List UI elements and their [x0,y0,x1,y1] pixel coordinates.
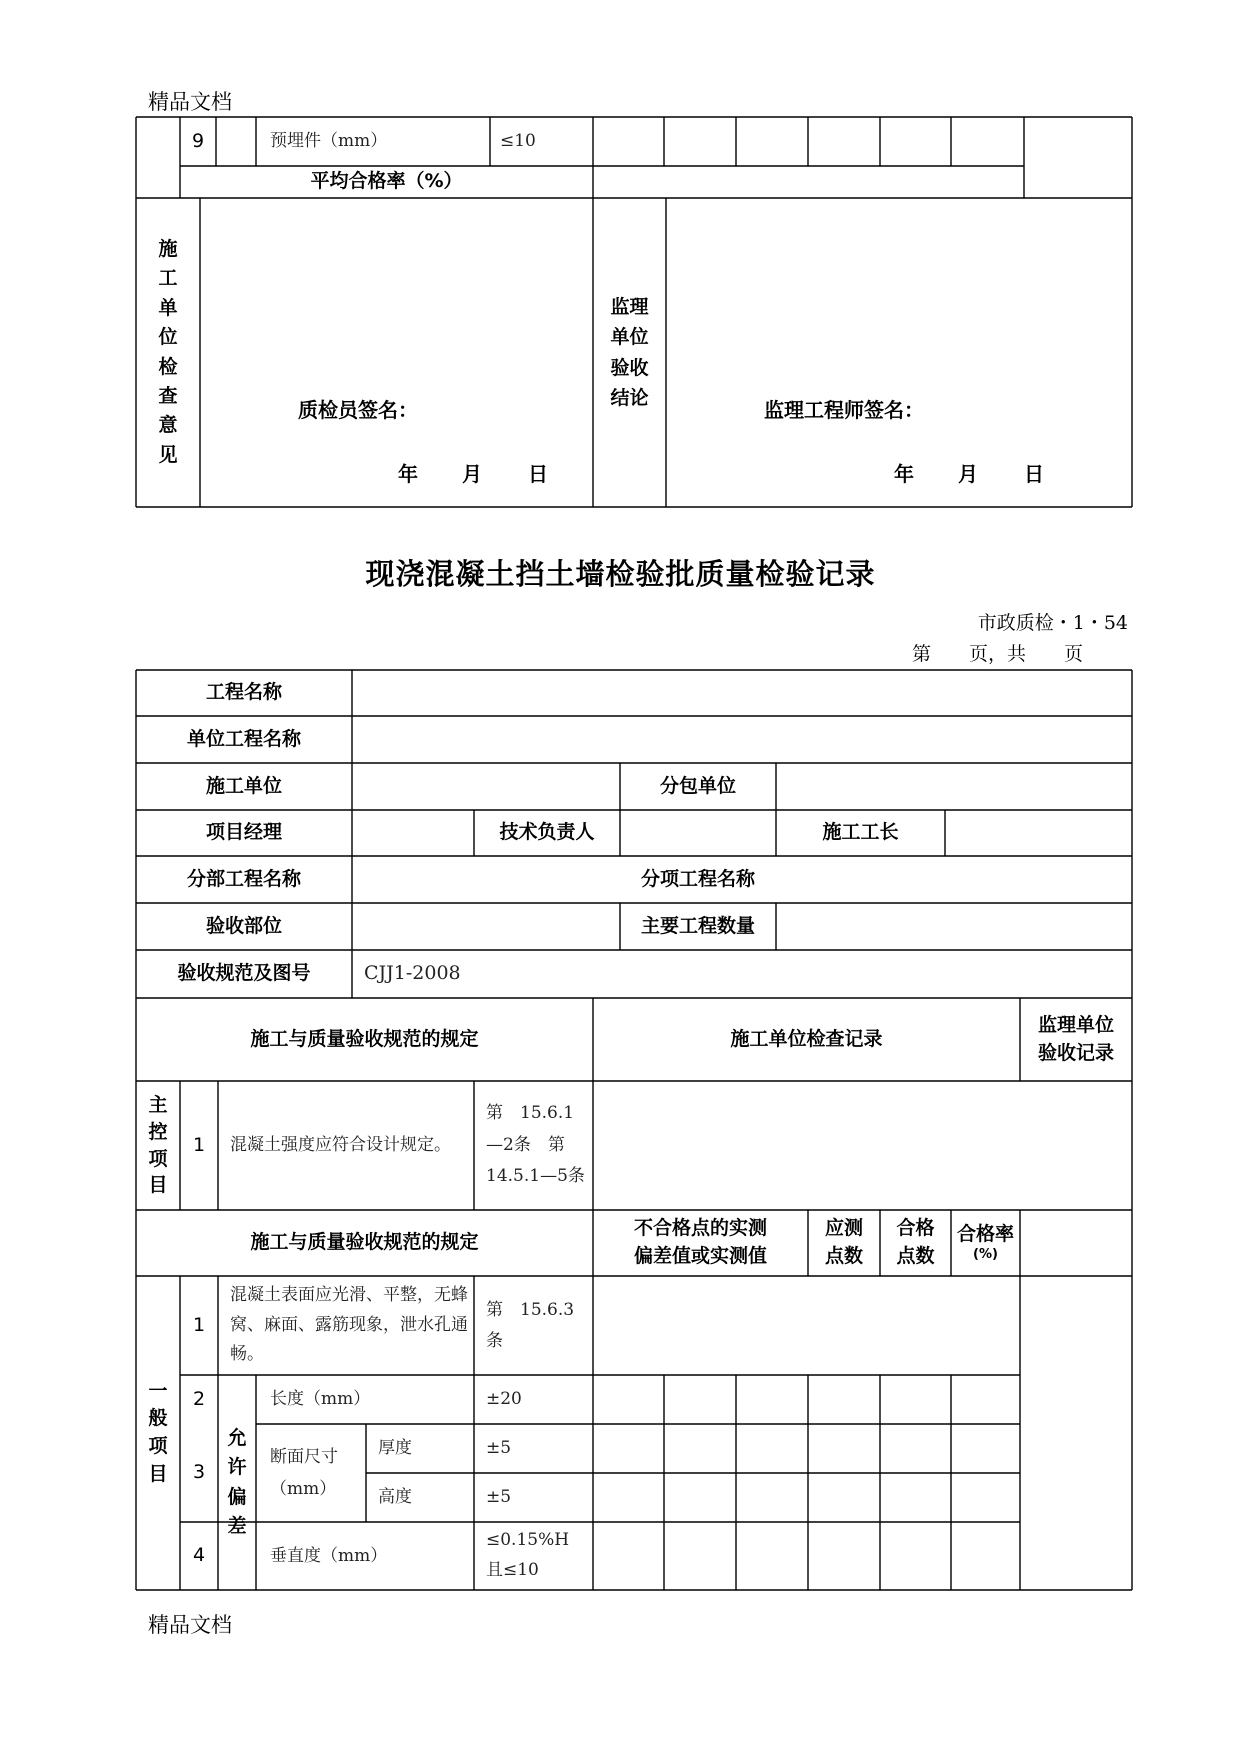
form-code: 市政质检・1・54 [977,612,1128,634]
supervisor-conclusion-label: 监理单位验收结论 [610,295,649,409]
main-control-number: 1 [192,1133,206,1156]
general-row3-standard1: ±5 [486,1438,512,1459]
general-row1-number: 1 [192,1313,206,1336]
general-row2-number: 2 [192,1387,206,1410]
general-row3-sub2: 高度 [378,1487,412,1508]
project-manager-label: 项目经理 [205,821,282,844]
check-record-header: 施工单位检查记录 [730,1027,883,1050]
engineer-signature-label: 监理工程师签名： [764,398,924,422]
general-row3-number: 3 [192,1461,206,1484]
general-row4-standard: ≤0.15%H且≤10 [486,1530,570,1580]
spec-value: CJJ1-2008 [364,962,461,985]
tech-lead-label: 技术负责人 [499,821,595,844]
general-row3-sub1: 厚度 [378,1438,412,1459]
supervisor-record-header: 监理单位验收记录 [1037,1013,1114,1064]
constructor-label: 施工单位 [205,774,282,797]
date-day-right: 日 [1024,462,1044,486]
general-items-label: 一般项目 [148,1379,168,1485]
item9-name: 预埋件（mm） [270,131,388,152]
general-row2-standard: ±20 [486,1389,522,1410]
main-quantity-label: 主要工程数量 [640,914,755,937]
item9-number: 9 [191,129,205,152]
spec-header: 施工与质量验收规范的规定 [250,1027,479,1050]
division-name-label: 分部工程名称 [186,867,301,890]
project-name-label: 工程名称 [205,681,282,704]
deviation-header: 不合格点的实测偏差值或实测值 [633,1217,767,1267]
constructor-opinion-label: 施工单位检查意见 [158,237,178,466]
watermark-bottom: 精品文档 [148,1613,232,1637]
pass-points-header: 合格点数 [896,1217,935,1267]
should-measure-header: 应测点数 [824,1217,863,1267]
foreman-label: 施工工长 [822,821,899,844]
subcontractor-label: 分包单位 [659,774,736,797]
page-title: 现浇混凝土挡土墙检验批质量检验记录 [365,557,876,591]
main-control-description: 混凝土强度应符合设计规定。 [230,1135,451,1156]
general-row1-reference: 第 15.6.3条 [486,1299,575,1351]
date-day-left: 日 [528,462,548,486]
page-info: 第 页，共 页 [912,643,1084,665]
date-month-left: 月 [462,462,482,486]
item9-standard: ≤10 [500,131,536,152]
general-row4-number: 4 [192,1544,206,1567]
watermark-top: 精品文档 [148,90,232,114]
general-spec-header: 施工与质量验收规范的规定 [250,1231,479,1254]
pass-rate-header: 合格率 (%) [951,1210,1020,1276]
subdivision-name-label: 分项工程名称 [640,867,755,890]
pass-rate-unit: (%) [973,1247,998,1263]
general-row1-description: 混凝土表面应光滑、平整，无蜂窝、麻面、露筋现象，泄水孔通畅。 [230,1284,468,1365]
tolerance-label: 允许偏差 [227,1426,247,1537]
general-row4-name: 垂直度（mm） [270,1545,388,1566]
main-control-reference: 第 15.6.1—2条 第 14.5.1—5条 [486,1103,585,1187]
spec-label: 验收规范及图号 [177,962,311,985]
date-year-left: 年 [398,462,418,486]
date-year-right: 年 [894,462,914,486]
inspector-signature-label: 质检员签名： [298,398,418,422]
main-control-label: 主控项目 [148,1094,168,1197]
date-month-right: 月 [958,462,978,486]
pass-rate-label: 平均合格率（%） [310,170,463,193]
general-row3-standard2: ±5 [486,1487,512,1508]
acceptance-part-label: 验收部位 [205,914,282,937]
general-row2-name: 长度（mm） [270,1389,371,1410]
unit-project-label: 单位工程名称 [186,727,301,750]
general-row3-name: 断面尺寸（mm） [270,1446,338,1499]
